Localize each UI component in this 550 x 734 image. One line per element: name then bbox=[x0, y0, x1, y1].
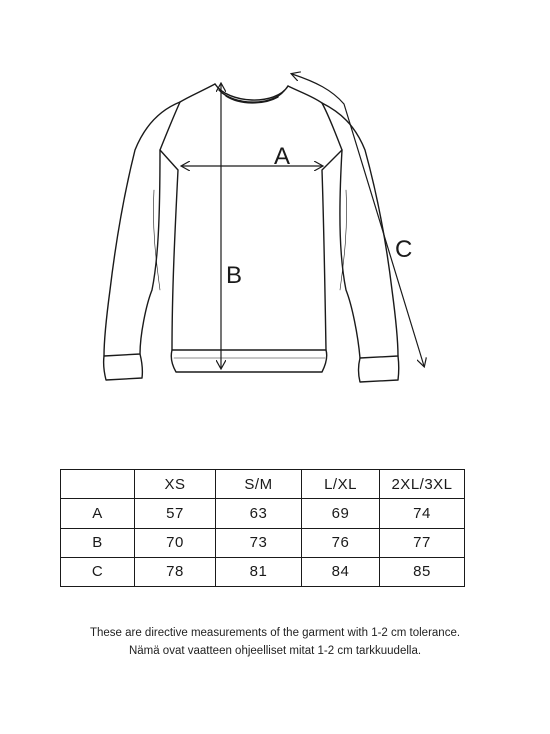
table-cell: 57 bbox=[135, 499, 216, 528]
right-sleeve bbox=[322, 103, 398, 358]
header-cell bbox=[61, 470, 135, 499]
tolerance-note bbox=[0, 624, 550, 660]
table-row bbox=[61, 557, 465, 586]
table-header-row bbox=[61, 470, 465, 499]
table-row bbox=[61, 528, 465, 557]
table-cell: 81 bbox=[216, 557, 302, 586]
label-b: B bbox=[226, 262, 243, 289]
header-cell: L/XL bbox=[302, 470, 380, 499]
table-row bbox=[61, 499, 465, 528]
header-cell: 2XL/3XL bbox=[380, 470, 465, 499]
waistband bbox=[171, 350, 327, 372]
table-cell: 78 bbox=[135, 557, 216, 586]
header-cell: S/M bbox=[216, 470, 302, 499]
body-outline bbox=[160, 84, 342, 350]
table-cell: 73 bbox=[216, 528, 302, 557]
table-cell: 74 bbox=[380, 499, 465, 528]
note-line-en: These are directive measurements of the garment with 1-2 cm tolerance. bbox=[89, 627, 461, 639]
header-cell: XS bbox=[135, 470, 216, 499]
table-cell: 77 bbox=[380, 528, 465, 557]
row-label: A bbox=[61, 499, 135, 528]
table-cell: 85 bbox=[380, 557, 465, 586]
row-label: C bbox=[61, 557, 135, 586]
left-cuff bbox=[104, 354, 143, 380]
table-cell: 63 bbox=[216, 499, 302, 528]
table-cell: 69 bbox=[302, 499, 380, 528]
table-cell: 70 bbox=[135, 528, 216, 557]
table-cell: 84 bbox=[302, 557, 380, 586]
size-table bbox=[60, 469, 465, 587]
left-sleeve bbox=[104, 102, 180, 356]
right-cuff bbox=[359, 356, 399, 382]
measure-c-line bbox=[292, 74, 424, 366]
row-label: B bbox=[61, 528, 135, 557]
note-line-fi: Nämä ovat vaatteen ohjeelliset mitat 1-2 cm tarkkuudella. bbox=[128, 645, 422, 657]
label-c: C bbox=[395, 236, 413, 263]
label-a: A bbox=[274, 143, 291, 170]
table-cell: 76 bbox=[302, 528, 380, 557]
